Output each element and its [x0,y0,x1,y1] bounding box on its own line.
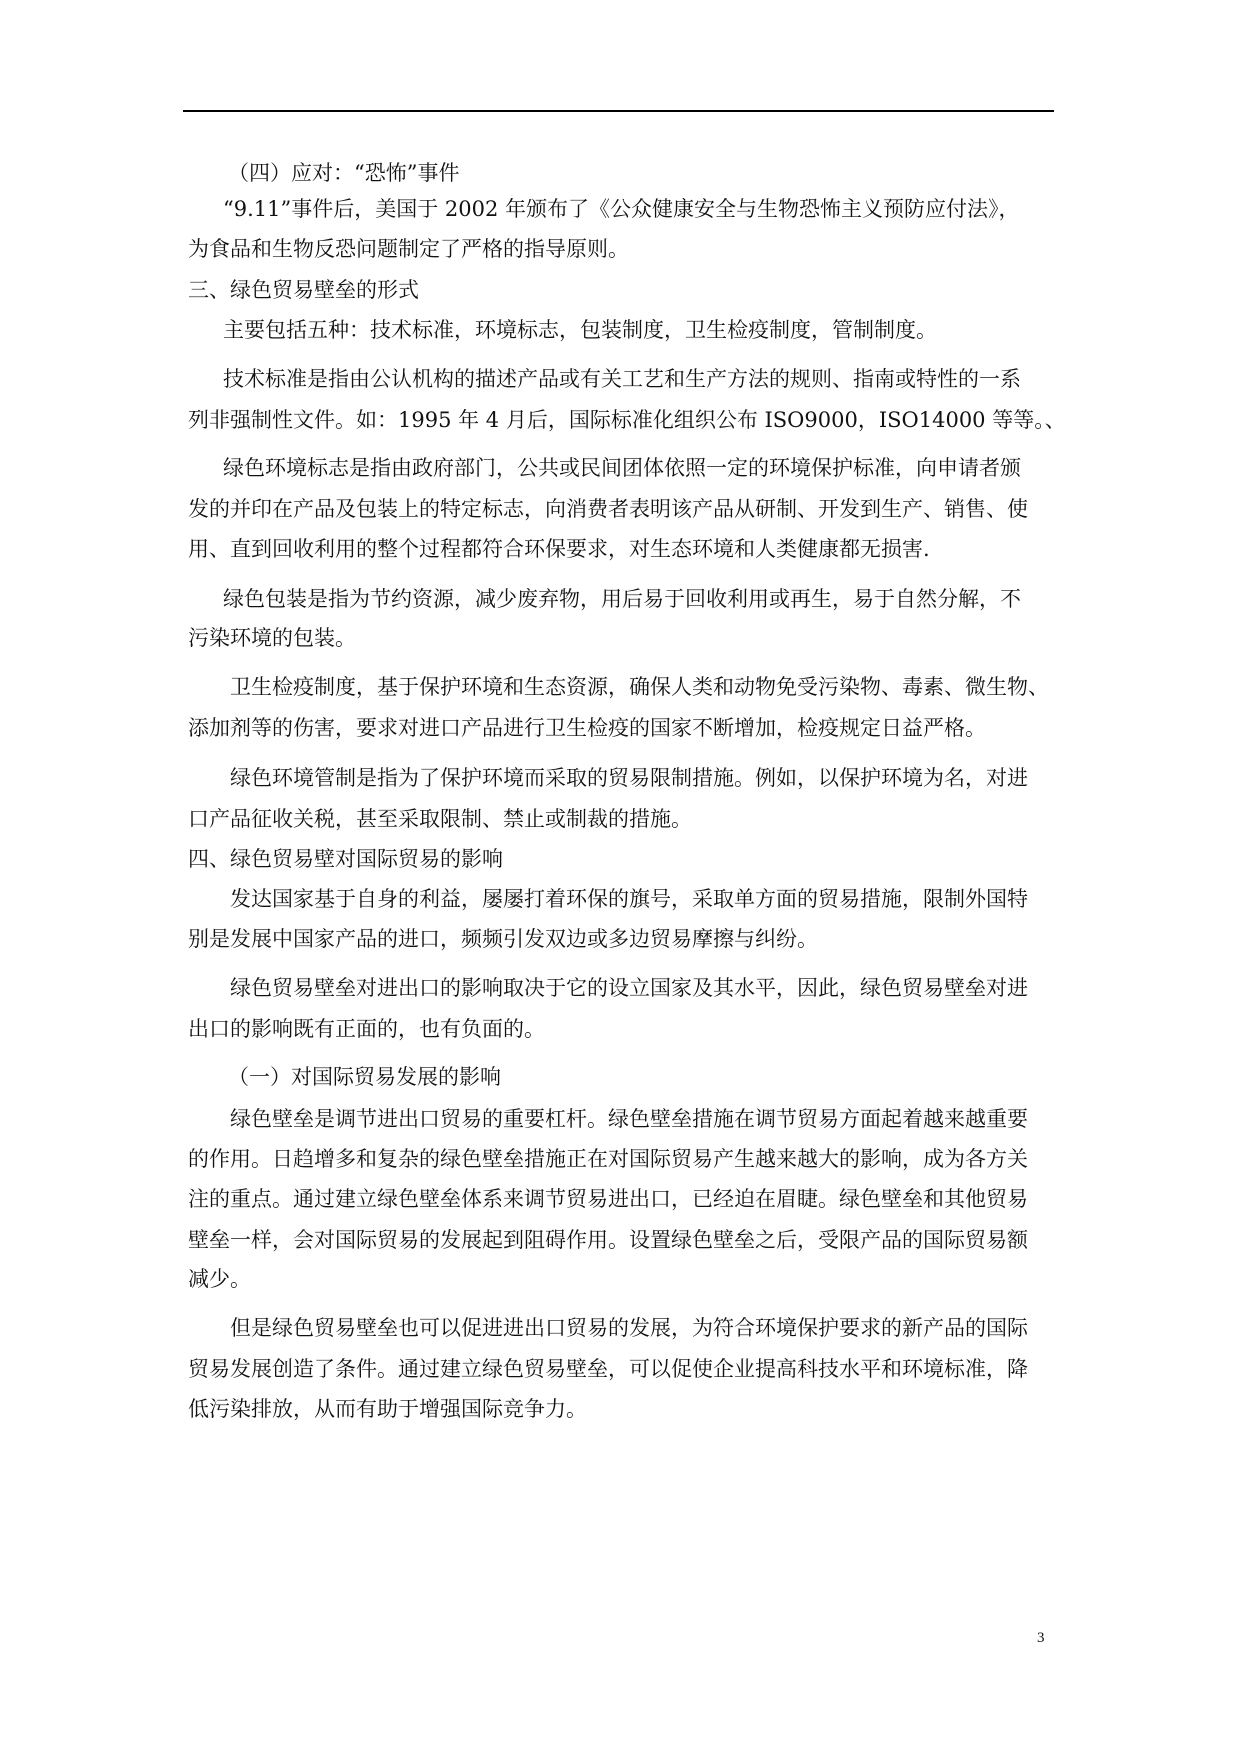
paragraph-line: 绿色环境管制是指为了保护环境而采取的贸易限制措施。例如，以保护环境为名，对进 [230,766,1028,790]
paragraph-line: 添加剂等的伤害，要求对进口产品进行卫生检疫的国家不断增加，检疫规定日益严格。 [188,716,986,740]
paragraph-line: 发达国家基于自身的利益，屡屡打着环保的旗号，采取单方面的贸易措施，限制外国特 [230,887,1028,911]
paragraph-line: 卫生检疫制度，基于保护环境和生态资源，确保人类和动物免受污染物、毒素、微生物、 [230,675,1049,699]
paragraph-line: 的作用。日趋增多和复杂的绿色壁垒措施正在对国际贸易产生越来越大的影响，成为各方关 [188,1147,1028,1171]
paragraph-line: 绿色环境标志是指由政府部门，公共或民间团体依照一定的环境保护标准，向申请者颁 [223,456,1021,480]
paragraph-line: 用、直到回收利用的整个过程都符合环保要求，对生态环境和人类健康都无损害. [188,537,930,561]
paragraph-line: 主要包括五种：技术标准，环境标志，包装制度，卫生检疫制度，管制制度。 [223,318,937,342]
paragraph-line: 出口的影响既有正面的，也有负面的。 [188,1017,545,1041]
paragraph-line: 绿色包装是指为节约资源，减少废弃物，用后易于回收利用或再生，易于自然分解，不 [223,587,1021,611]
paragraph-line: 减少。 [188,1267,251,1291]
section-heading-3: 三、绿色贸易壁垒的形式 [188,278,419,302]
paragraph-line: 低污染排放，从而有助于增强国际竞争力。 [188,1397,587,1421]
paragraph-line: 为食品和生物反恐问题制定了严格的指导原则。 [188,237,629,261]
paragraph-line: 列非强制性文件。如：1995 年 4 月后，国际标准化组织公布 ISO9000，ISO14000 等等。、 [188,408,1066,432]
paragraph-line: 绿色壁垒是调节进出口贸易的重要杠杆。绿色壁垒措施在调节贸易方面起着越来越重要 [230,1107,1028,1131]
section-heading-4: 四、绿色贸易壁对国际贸易的影响 [188,847,503,871]
paragraph-line: 口产品征收关税，甚至采取限制、禁止或制裁的措施。 [188,807,692,831]
paragraph-line: “9.11”事件后，美国于 2002 年颁布了《公众健康安全与生物恐怖主义预防应付法》， [223,197,1020,221]
paragraph-line: 注的重点。通过建立绿色壁垒体系来调节贸易进出口，已经迫在眉睫。绿色壁垒和其他贸易 [188,1187,1028,1211]
header-rule [183,110,1054,112]
paragraph-line: 壁垒一样，会对国际贸易的发展起到阻碍作用。设置绿色壁垒之后，受限产品的国际贸易额 [188,1228,1028,1252]
paragraph-line: 别是发展中国家产品的进口，频频引发双边或多边贸易摩擦与纠纷。 [188,927,818,951]
paragraph-line: 绿色贸易壁垒对进出口的影响取决于它的设立国家及其水平，因此，绿色贸易壁垒对进 [230,976,1028,1000]
paragraph-line: 发的并印在产品及包装上的特定标志，向消费者表明该产品从研制、开发到生产、销售、使 [188,497,1028,521]
subsection-heading-4: （四）应对：“恐怖”事件 [228,161,460,185]
paragraph-line: 技术标准是指由公认机构的描述产品或有关工艺和生产方法的规则、指南或特性的一系 [223,367,1021,391]
page-number: 3 [1037,1630,1045,1646]
paragraph-line: 污染环境的包装。 [188,626,356,650]
subsection-heading-1: （一）对国际贸易发展的影响 [228,1065,501,1089]
paragraph-line: 但是绿色贸易壁垒也可以促进进出口贸易的发展，为符合环境保护要求的新产品的国际 [230,1316,1028,1340]
paragraph-line: 贸易发展创造了条件。通过建立绿色贸易壁垒，可以促使企业提高科技水平和环境标准，降 [188,1357,1028,1381]
